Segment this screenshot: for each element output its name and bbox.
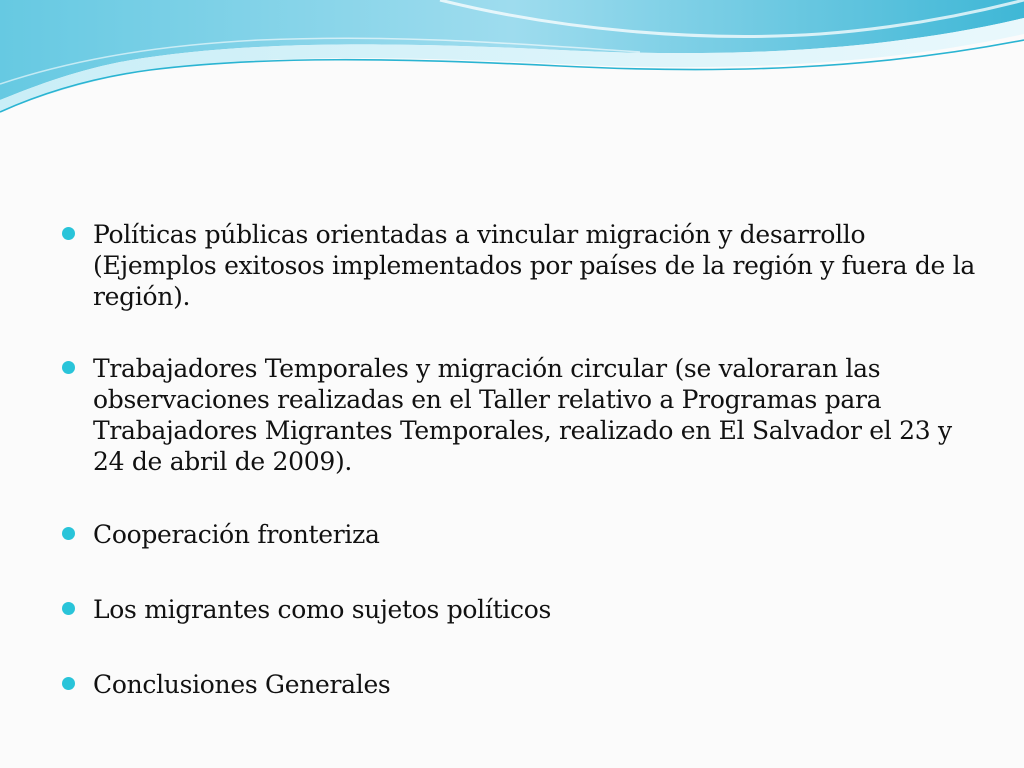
bullet-list <box>62 219 982 700</box>
bullet-dot-icon <box>62 677 75 690</box>
bullet-dot-icon <box>62 602 75 615</box>
bullet-text: Cooperación fronteriza <box>93 520 380 549</box>
list-item <box>62 519 982 550</box>
bullet-text: Conclusiones Generales <box>93 670 391 699</box>
wave-decoration-icon <box>0 0 1024 130</box>
bullet-text: Los migrantes como sujetos políticos <box>93 595 551 624</box>
bullet-text: Políticas públicas orientadas a vincular migración y desarrollo (Ejemplos exitosos implementados por países de la región y fuera de la región). <box>93 220 975 311</box>
bullet-dot-icon <box>62 361 75 374</box>
list-item <box>62 219 982 312</box>
list-item <box>62 669 982 700</box>
bullet-dot-icon <box>62 527 75 540</box>
bullet-dot-icon <box>62 227 75 240</box>
list-item <box>62 353 982 477</box>
list-item <box>62 594 982 625</box>
bullet-text: Trabajadores Temporales y migración circular (se valoraran las observaciones realizadas en el Taller relativo a Programas para Trabajadores Migrantes Temporales, realizado en El Salvador el 23 y 24 de abril de 2009). <box>93 354 952 476</box>
